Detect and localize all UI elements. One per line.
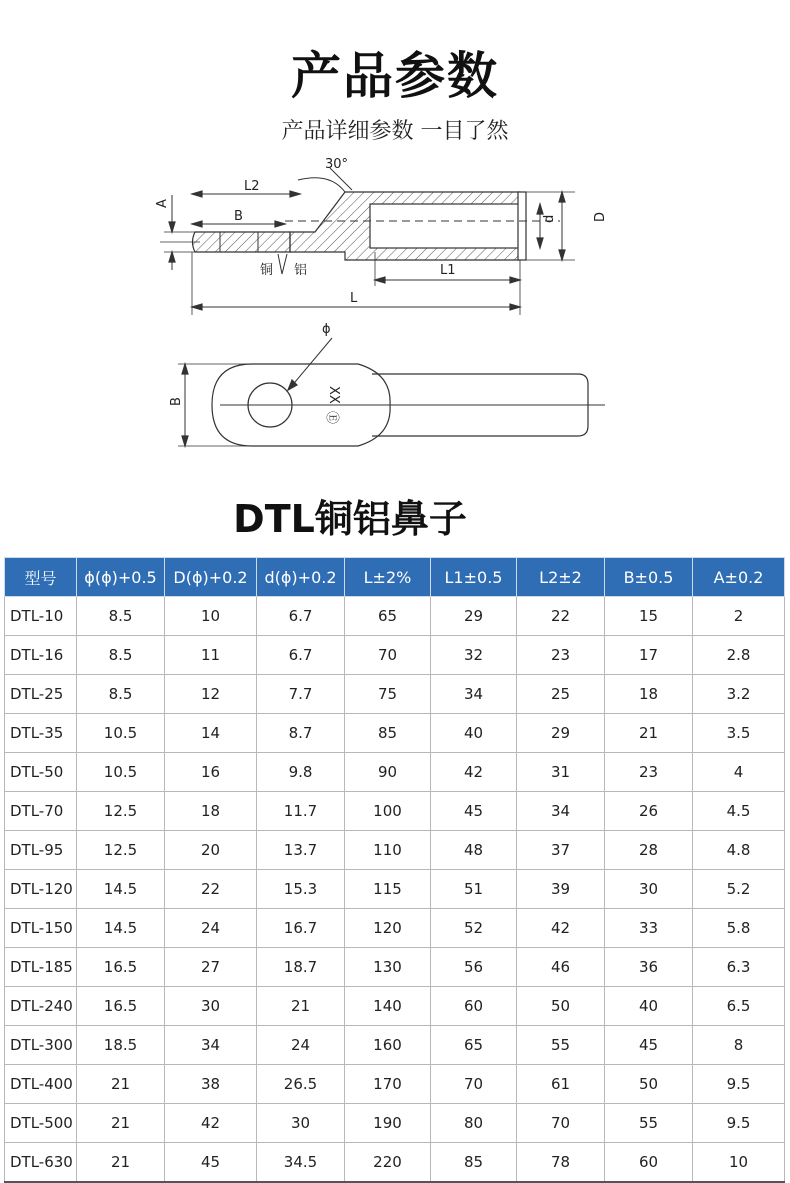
value-cell: 75 — [345, 675, 431, 714]
value-cell: 8 — [693, 1026, 785, 1065]
value-cell: 130 — [345, 948, 431, 987]
value-cell: 20 — [165, 831, 257, 870]
value-cell: 4 — [693, 753, 785, 792]
value-cell: 26.5 — [257, 1065, 345, 1104]
column-header: L2±2 — [517, 558, 605, 597]
table-row — [5, 987, 785, 1026]
table-row — [5, 675, 785, 714]
table-row — [5, 792, 785, 831]
barrel-bore — [370, 204, 520, 248]
column-header: A±0.2 — [693, 558, 785, 597]
label-L: L — [350, 291, 358, 306]
value-cell: 3.2 — [693, 675, 785, 714]
value-cell: 22 — [165, 870, 257, 909]
value-cell: 3.5 — [693, 714, 785, 753]
value-cell: 6.7 — [257, 597, 345, 636]
value-cell: 8.5 — [77, 675, 165, 714]
model-cell: DTL-16 — [5, 636, 77, 675]
value-cell: 32 — [431, 636, 517, 675]
value-cell: 37 — [517, 831, 605, 870]
technical-drawing — [0, 150, 790, 480]
value-cell: 8.5 — [77, 597, 165, 636]
value-cell: 51 — [431, 870, 517, 909]
value-cell: 42 — [517, 909, 605, 948]
label-angle: 30° — [325, 157, 349, 172]
table-row — [5, 1026, 785, 1065]
model-cell: DTL-400 — [5, 1065, 77, 1104]
column-header: B±0.5 — [605, 558, 693, 597]
value-cell: 18 — [165, 792, 257, 831]
value-cell: 11.7 — [257, 792, 345, 831]
value-cell: 90 — [345, 753, 431, 792]
value-cell: 45 — [431, 792, 517, 831]
page-subtitle: 产品详细参数 一目了然 — [281, 119, 509, 144]
label-d: d — [542, 214, 557, 223]
column-header: 型号 — [5, 558, 77, 597]
value-cell: 70 — [431, 1065, 517, 1104]
stamp-text: XX — [326, 386, 341, 404]
model-cell: DTL-300 — [5, 1026, 77, 1065]
model-cell: DTL-120 — [5, 870, 77, 909]
value-cell: 2 — [693, 597, 785, 636]
value-cell: 78 — [517, 1143, 605, 1183]
model-cell: DTL-630 — [5, 1143, 77, 1183]
value-cell: 27 — [165, 948, 257, 987]
value-cell: 34 — [165, 1026, 257, 1065]
value-cell: 12.5 — [77, 792, 165, 831]
model-cell: DTL-500 — [5, 1104, 77, 1143]
value-cell: 6.3 — [693, 948, 785, 987]
value-cell: 170 — [345, 1065, 431, 1104]
model-cell: DTL-50 — [5, 753, 77, 792]
value-cell: 80 — [431, 1104, 517, 1143]
value-cell: 29 — [517, 714, 605, 753]
value-cell: 61 — [517, 1065, 605, 1104]
label-B-top: B — [169, 397, 184, 406]
table-row — [5, 636, 785, 675]
value-cell: 21 — [605, 714, 693, 753]
value-cell: 11 — [165, 636, 257, 675]
value-cell: 85 — [431, 1143, 517, 1183]
value-cell: 31 — [517, 753, 605, 792]
value-cell: 21 — [257, 987, 345, 1026]
value-cell: 10.5 — [77, 714, 165, 753]
table-row — [5, 1065, 785, 1104]
model-cell: DTL-35 — [5, 714, 77, 753]
value-cell: 9.5 — [693, 1104, 785, 1143]
value-cell: 36 — [605, 948, 693, 987]
top-view — [178, 338, 605, 446]
value-cell: 21 — [77, 1104, 165, 1143]
value-cell: 50 — [605, 1065, 693, 1104]
label-phi: ϕ — [322, 322, 331, 337]
value-cell: 18 — [605, 675, 693, 714]
value-cell: 9.5 — [693, 1065, 785, 1104]
table-header-row — [5, 558, 785, 597]
model-cell: DTL-240 — [5, 987, 77, 1026]
value-cell: 12.5 — [77, 831, 165, 870]
value-cell: 39 — [517, 870, 605, 909]
value-cell: 18.7 — [257, 948, 345, 987]
value-cell: 23 — [517, 636, 605, 675]
value-cell: 2.8 — [693, 636, 785, 675]
value-cell: 50 — [517, 987, 605, 1026]
value-cell: 10 — [693, 1143, 785, 1183]
value-cell: 14.5 — [77, 909, 165, 948]
table-row — [5, 597, 785, 636]
value-cell: 16.5 — [77, 987, 165, 1026]
value-cell: 65 — [345, 597, 431, 636]
value-cell: 28 — [605, 831, 693, 870]
value-cell: 29 — [431, 597, 517, 636]
side-view — [160, 168, 575, 315]
value-cell: 48 — [431, 831, 517, 870]
model-cell: DTL-185 — [5, 948, 77, 987]
value-cell: 24 — [257, 1026, 345, 1065]
value-cell: 16.7 — [257, 909, 345, 948]
value-cell: 30 — [257, 1104, 345, 1143]
label-D: D — [593, 211, 608, 222]
value-cell: 22 — [517, 597, 605, 636]
label-L2: L2 — [244, 179, 260, 194]
table-row — [5, 1143, 785, 1183]
value-cell: 21 — [77, 1065, 165, 1104]
table-row — [5, 831, 785, 870]
table-row — [5, 714, 785, 753]
value-cell: 55 — [517, 1026, 605, 1065]
value-cell: 40 — [605, 987, 693, 1026]
value-cell: 24 — [165, 909, 257, 948]
value-cell: 38 — [165, 1065, 257, 1104]
value-cell: 110 — [345, 831, 431, 870]
value-cell: 9.8 — [257, 753, 345, 792]
model-cell: DTL-25 — [5, 675, 77, 714]
label-copper: 铜 — [260, 263, 274, 278]
value-cell: 60 — [431, 987, 517, 1026]
value-cell: 65 — [431, 1026, 517, 1065]
table-row — [5, 948, 785, 987]
value-cell: 15 — [605, 597, 693, 636]
model-cell: DTL-70 — [5, 792, 77, 831]
value-cell: 4.8 — [693, 831, 785, 870]
value-cell: 52 — [431, 909, 517, 948]
value-cell: 34 — [517, 792, 605, 831]
label-aluminum: 铝 — [294, 263, 308, 278]
value-cell: 70 — [517, 1104, 605, 1143]
value-cell: 25 — [517, 675, 605, 714]
table-body — [5, 597, 785, 1183]
value-cell: 56 — [431, 948, 517, 987]
value-cell: 45 — [605, 1026, 693, 1065]
value-cell: 55 — [605, 1104, 693, 1143]
palm-section — [193, 232, 291, 252]
value-cell: 60 — [605, 1143, 693, 1183]
value-cell: 10.5 — [77, 753, 165, 792]
table-row — [5, 753, 785, 792]
value-cell: 10 — [165, 597, 257, 636]
spec-table — [4, 557, 785, 1183]
value-cell: 34 — [431, 675, 517, 714]
value-cell: 18.5 — [77, 1026, 165, 1065]
value-cell: 120 — [345, 909, 431, 948]
label-A: A — [155, 199, 170, 208]
column-header: L±2% — [345, 558, 431, 597]
value-cell: 13.7 — [257, 831, 345, 870]
value-cell: 160 — [345, 1026, 431, 1065]
label-L1: L1 — [440, 263, 456, 278]
table-row — [5, 909, 785, 948]
value-cell: 12 — [165, 675, 257, 714]
value-cell: 40 — [431, 714, 517, 753]
value-cell: 85 — [345, 714, 431, 753]
model-cell: DTL-10 — [5, 597, 77, 636]
value-cell: 100 — [345, 792, 431, 831]
value-cell: 46 — [517, 948, 605, 987]
column-header: D(ϕ)+0.2 — [165, 558, 257, 597]
model-cell: DTL-150 — [5, 909, 77, 948]
table-row — [5, 870, 785, 909]
value-cell: 70 — [345, 636, 431, 675]
value-cell: 23 — [605, 753, 693, 792]
value-cell: 33 — [605, 909, 693, 948]
page-title: 产品参数 — [291, 47, 499, 105]
value-cell: 8.7 — [257, 714, 345, 753]
value-cell: 42 — [431, 753, 517, 792]
value-cell: 45 — [165, 1143, 257, 1183]
value-cell: 30 — [165, 987, 257, 1026]
label-B: B — [234, 209, 243, 224]
value-cell: 26 — [605, 792, 693, 831]
value-cell: 21 — [77, 1143, 165, 1183]
value-cell: 42 — [165, 1104, 257, 1143]
barrel-end — [518, 192, 526, 260]
value-cell: 7.7 — [257, 675, 345, 714]
value-cell: 6.7 — [257, 636, 345, 675]
column-header: d(ϕ)+0.2 — [257, 558, 345, 597]
value-cell: 6.5 — [693, 987, 785, 1026]
value-cell: 14 — [165, 714, 257, 753]
column-header: L1±0.5 — [431, 558, 517, 597]
section-title: DTL铜铝鼻子 — [233, 497, 467, 541]
value-cell: 190 — [345, 1104, 431, 1143]
value-cell: 34.5 — [257, 1143, 345, 1183]
column-header: ϕ(ϕ)+0.5 — [77, 558, 165, 597]
model-cell: DTL-95 — [5, 831, 77, 870]
value-cell: 5.2 — [693, 870, 785, 909]
value-cell: 220 — [345, 1143, 431, 1183]
value-cell: 30 — [605, 870, 693, 909]
value-cell: 8.5 — [77, 636, 165, 675]
value-cell: 15.3 — [257, 870, 345, 909]
value-cell: 17 — [605, 636, 693, 675]
value-cell: 16.5 — [77, 948, 165, 987]
table-row — [5, 1104, 785, 1143]
value-cell: 5.8 — [693, 909, 785, 948]
value-cell: 14.5 — [77, 870, 165, 909]
value-cell: 16 — [165, 753, 257, 792]
value-cell: 140 — [345, 987, 431, 1026]
stamp-logo: Ⓔ — [324, 411, 339, 425]
value-cell: 4.5 — [693, 792, 785, 831]
value-cell: 115 — [345, 870, 431, 909]
